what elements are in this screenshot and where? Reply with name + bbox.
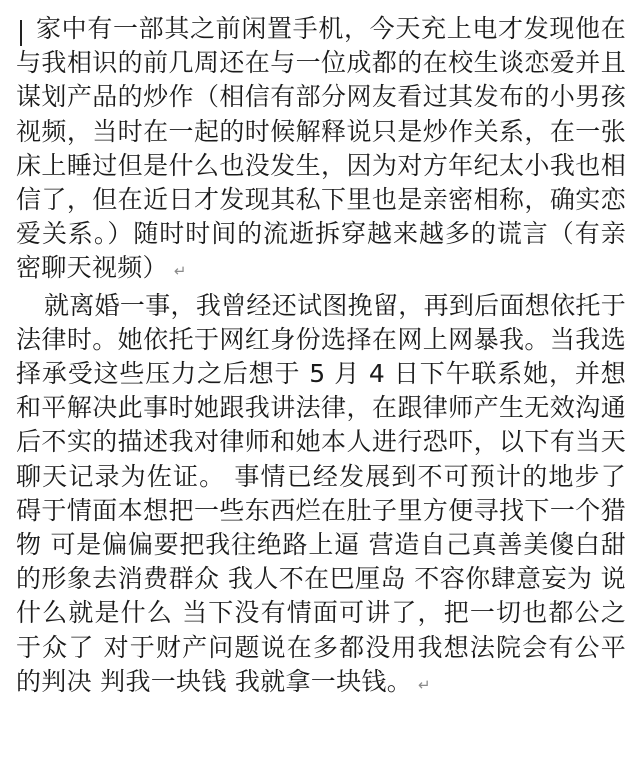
paragraph-return-mark-icon: ↵ [173, 262, 187, 281]
text-cursor [20, 20, 22, 46]
paragraph-2-text: 就离婚一事，我曾经还试图挽留，再到后面想依托于法律时。她依托于网红身份选择在网上网暴我。当我选择承受这些压力之后想于 5 月 4 日下午联系她，并想和平解决此事时她跟我讲法律，在跟律师产生无效沟通后不实的描述我对律师和她本人进行恐吓，以下有当天聊天记录为佐证。 事情已经发展到不可预计的地步了 碍于情面本想把一些东西烂在肚子里方便寻找下一个猎物 可是偏偏要把我往绝路上逼 营造自己真善美傻白甜的形象去消费群众 我人不在巴厘岛 不容你肆意妄为 说什么就是什么 当下没有情面可讲了，把一切也都公之于众了 对于财产问题说在多都没用我想法院会有公平的判决 判我一块钱 我就拿一块钱。 [16, 290, 626, 696]
paragraph-1-text: 家中有一部其之前闲置手机，今天充上电才发现他在与我相识的前几周还在与一位成都的在校生谈恋爱并且谋划产品的炒作（相信有部分网友看过其发布的小男孩视频，当时在一起的时候解释说只是炒作关系，在一张床上睡过但是什么也没发生，因为对方年纪太小我也相信了，但在近日才发现其私下里也是亲密相称，确实恋爱关系。）随时时间的流逝拆穿越来越多的谎言（有亲密聊天视频） [16, 14, 626, 283]
paragraph-1[interactable] [16, 12, 626, 289]
paragraph-2[interactable] [16, 289, 626, 702]
paragraph-return-mark-icon: ↵ [418, 675, 431, 694]
